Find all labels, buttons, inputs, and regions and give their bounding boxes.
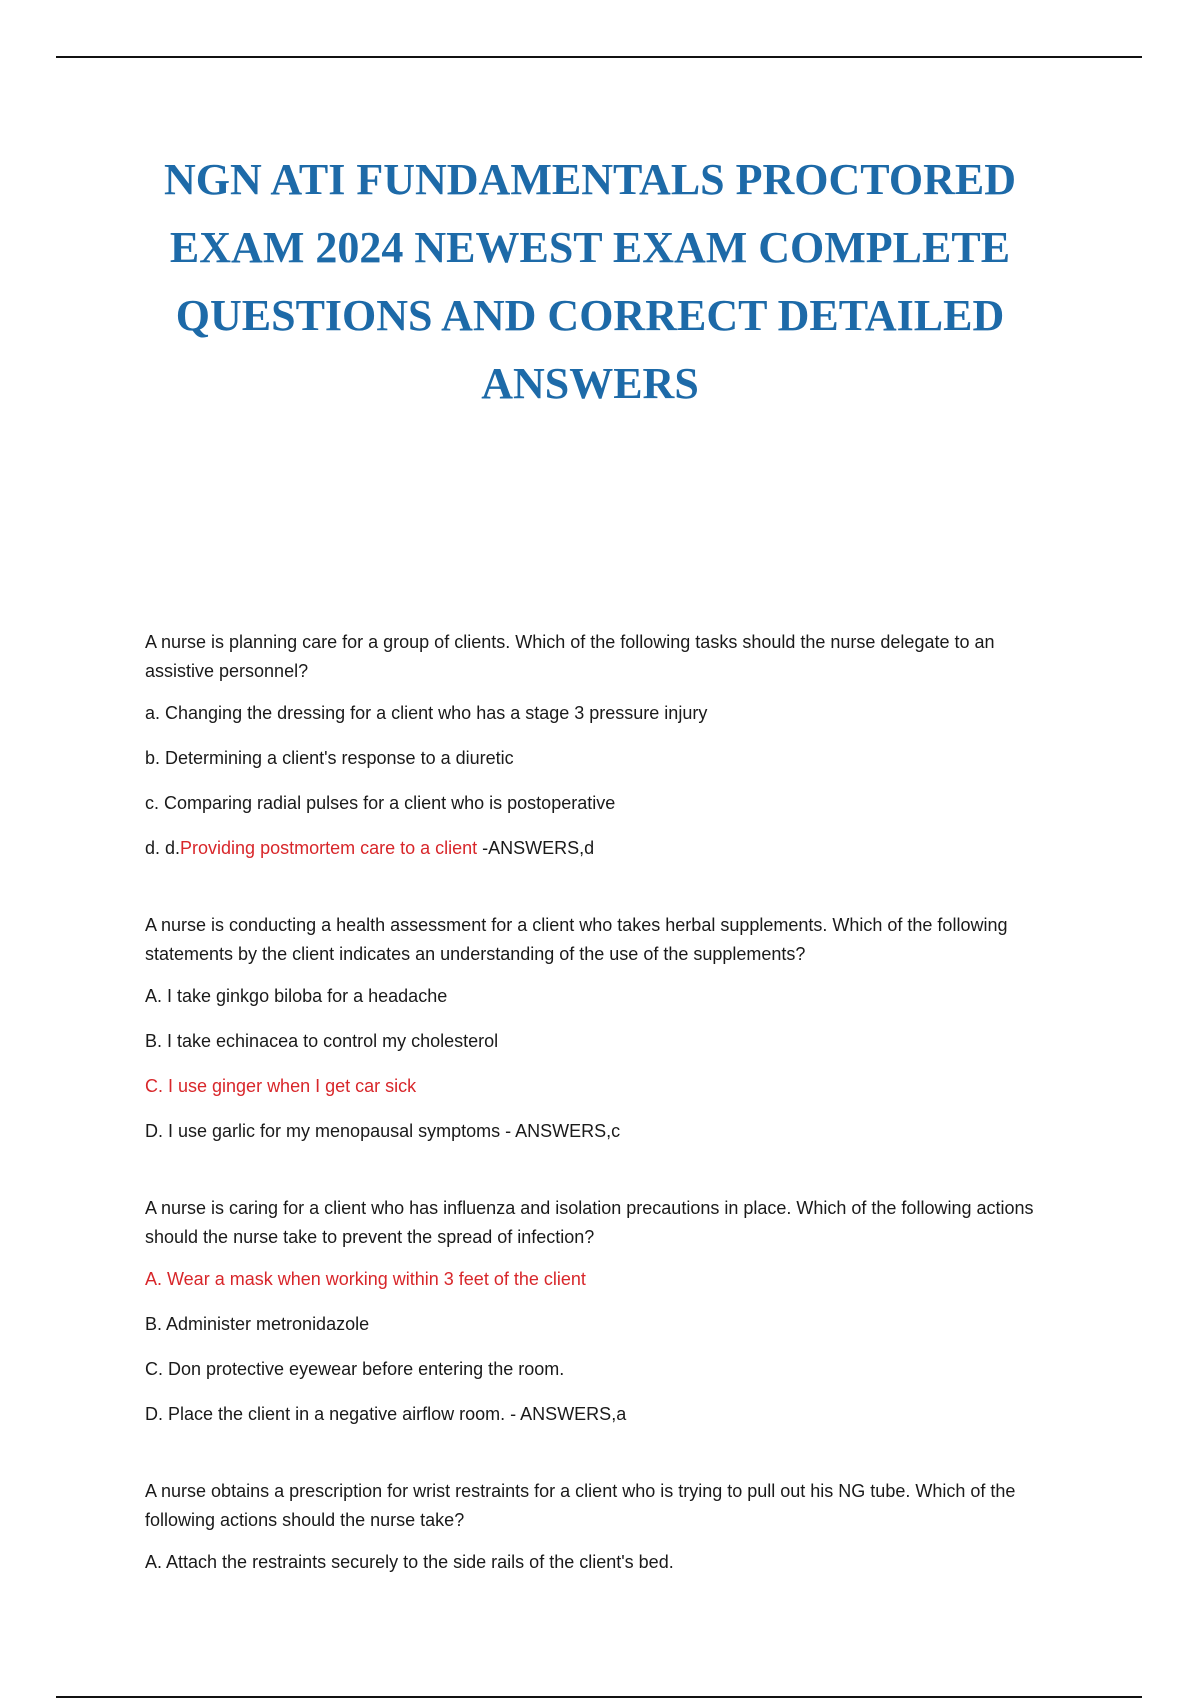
top-divider [56, 56, 1142, 58]
bottom-divider [56, 1696, 1142, 1698]
answer-option-with-answer [145, 834, 1065, 863]
question-stem: A nurse is conducting a health assessment for a client who takes herbal supplements. Which of the following statements by the client indicates an understanding of the use of the supplements? [145, 915, 1008, 964]
answer-option-with-answer: D. I use garlic for my menopausal symptoms - ANSWERS,c [145, 1121, 621, 1141]
title-line: QUESTIONS AND CORRECT DETAILED [175, 291, 1005, 340]
document-title [120, 146, 1060, 418]
answer-option: A. I take ginkgo biloba for a headache [145, 986, 448, 1006]
correct-answer-option: C. I use ginger when I get car sick [145, 1076, 417, 1096]
answer-option: b. Determining a client's response to a diuretic [145, 748, 514, 768]
question-stem: A nurse is planning care for a group of clients. Which of the following tasks should the nurse delegate to an assistive personnel? [145, 632, 995, 681]
answer-option: C. Don protective eyewear before entering the room. [145, 1359, 565, 1379]
answer-option: a. Changing the dressing for a client who has a stage 3 pressure injury [145, 703, 708, 723]
question-stem: A nurse is caring for a client who has influenza and isolation precautions in place. Which of the following actions should the nurse take to prevent the spread of infection? [145, 1198, 1034, 1247]
title-line: EXAM 2024 NEWEST EXAM COMPLETE [169, 223, 1011, 272]
question-list [145, 628, 1065, 1625]
answer-key: -ANSWERS,d [477, 838, 595, 858]
answer-option-with-answer: D. Place the client in a negative airflow room. - ANSWERS,a [145, 1404, 627, 1424]
answer-option: A. Attach the restraints securely to the side rails of the client's bed. [145, 1552, 674, 1572]
question-4 [145, 1477, 1065, 1577]
answer-option: B. I take echinacea to control my cholesterol [145, 1031, 499, 1051]
option-prefix: d. d. [145, 838, 181, 858]
answer-option: B. Administer metronidazole [145, 1314, 370, 1334]
title-line: ANSWERS [481, 359, 699, 408]
correct-answer-text: Providing postmortem care to a client [180, 838, 478, 858]
question-1 [145, 628, 1065, 863]
correct-answer-option: A. Wear a mask when working within 3 feet of the client [145, 1269, 586, 1289]
title-line: NGN ATI FUNDAMENTALS PROCTORED [164, 155, 1016, 204]
question-stem: A nurse obtains a prescription for wrist restraints for a client who is trying to pull out his NG tube. Which of the following actions should the nurse take? [145, 1481, 1016, 1530]
question-3 [145, 1194, 1065, 1429]
question-2 [145, 911, 1065, 1146]
answer-option: c. Comparing radial pulses for a client who is postoperative [145, 793, 616, 813]
